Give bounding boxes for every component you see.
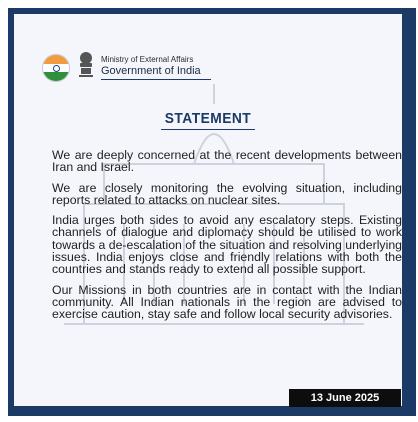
government-name: Government of India — [101, 65, 201, 77]
paragraph-4: Our Missions in both countries are in contact with the Indian community. All Indian nationals in the region are advised to exercise caution, stay safe and follow local security advisories. — [52, 282, 402, 322]
bottom-border — [8, 413, 416, 416]
paragraph-2: We are closely monitoring the evolving situation, including reports related to attacks on nuclear sites. — [52, 180, 402, 207]
ministry-name: Ministry of External Affairs — [101, 55, 194, 64]
statement-card — [14, 14, 402, 406]
paragraph-1: We are deeply concerned at the recent developments between Iran and Israel. — [52, 148, 402, 175]
title-container — [14, 110, 402, 130]
paragraph-3: India urges both sides to avoid any escalatory steps. Existing channels of dialogue and diplomacy should be utilised to work towards a de-escalation of the situation and resolving underlying issues. India enjoys close and friendly relations with both the countries and stands ready to extend all possible support. — [52, 213, 402, 277]
national-emblem-icon — [76, 50, 96, 80]
india-flag-icon — [42, 54, 70, 82]
statement-title: STATEMENT — [161, 110, 255, 130]
statement-body — [52, 149, 402, 329]
header-underline — [101, 79, 211, 80]
date-label: 13 June 2025 — [289, 389, 401, 407]
mea-header — [42, 46, 242, 86]
